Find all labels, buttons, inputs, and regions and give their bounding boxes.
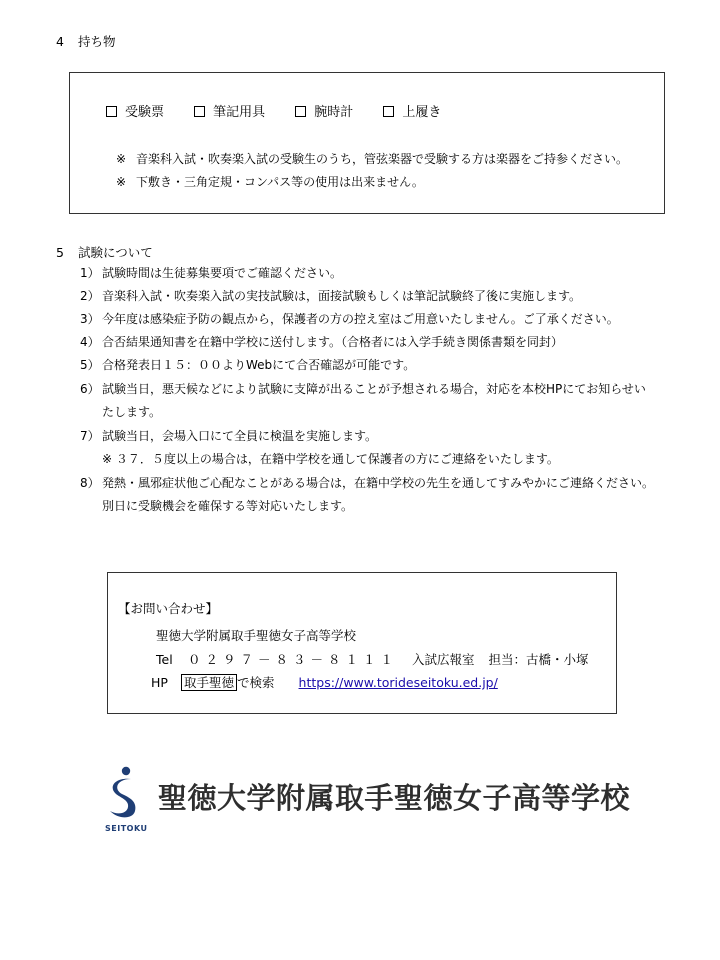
website-link[interactable]: https://www.torideseitoku.ed.jp/ xyxy=(298,675,498,690)
exam-item: 4） 合否結果通知書を在籍中学校に送付します。（合格者には入学手続き関係書類を同封） xyxy=(80,335,564,349)
exam-item: 3） 今年度は感染症予防の観点から，保護者の方の控え室はご用意いたしません。ご了承ください。 xyxy=(80,312,619,326)
exam-item: 6） 試験当日，悪天候などにより試験に支障が出ることが予想される場合，対応を本校HPにてお知らせい xyxy=(80,382,646,396)
contact-school-name: 聖徳大学附属取手聖徳女子高等学校 xyxy=(156,628,357,643)
contact-phone-line xyxy=(156,650,589,668)
exam-item: 1） 試験時間は生徒募集要項でご確認ください。 xyxy=(80,266,343,280)
exam-item-note: ※ ３７．５度以上の場合は，在籍中学校を通して保護者の方にご連絡をいたします。 xyxy=(102,452,559,466)
search-keyword-box: 取手聖徳 xyxy=(181,674,237,691)
exam-item: 8） 発熱・風邪症状他ご心配なことがある場合は，在籍中学校の先生を通してすみやかにご連絡ください。 xyxy=(80,476,655,490)
checklist xyxy=(106,101,441,120)
contact-box xyxy=(107,572,617,714)
search-suffix: で検索 xyxy=(237,675,275,690)
section5-title: 試験について xyxy=(78,245,153,260)
checkbox-icon xyxy=(295,106,306,117)
logo-sub-text: SEITOKU xyxy=(105,824,148,833)
section5-number: 5 xyxy=(56,245,64,260)
exam-item-continued: 別日に受験機会を確保する等対応いたします。 xyxy=(102,499,354,513)
contact-heading: 【お問い合わせ】 xyxy=(118,601,219,616)
tel-number: ０２９７－８３－８１１１ xyxy=(188,652,399,667)
section4-number: 4 xyxy=(56,34,64,49)
hp-label: HP xyxy=(151,675,168,690)
section4-heading xyxy=(56,32,116,50)
exam-item: 7） 試験当日，会場入口にて全員に検温を実施します。 xyxy=(80,429,378,443)
checkbox-icon xyxy=(383,106,394,117)
school-logo-name: 聖徳大学附属取手聖徳女子高等学校 xyxy=(158,781,631,815)
person-in-charge: 担当：古橋・小塚 xyxy=(488,652,589,667)
checklist-item: 腕時計 xyxy=(295,101,353,120)
checklist-item: 筆記用具 xyxy=(194,101,265,120)
seitoku-logo-icon xyxy=(105,762,150,822)
section5-heading xyxy=(56,243,153,261)
belongings-box xyxy=(69,72,665,214)
checklist-item: 受験票 xyxy=(106,101,164,120)
section4-title: 持ち物 xyxy=(78,34,116,49)
tel-label: Tel xyxy=(156,652,173,667)
school-logo xyxy=(105,762,150,834)
office-name: 入試広報室 xyxy=(412,652,475,667)
checklist-item: 上履き xyxy=(383,101,441,120)
exam-item-continued: たします。 xyxy=(102,405,162,419)
contact-hp-line xyxy=(151,673,498,691)
checkbox-icon xyxy=(106,106,117,117)
note-item: ※ 下敷き・三角定規・コンパス等の使用は出来ません。 xyxy=(116,175,424,189)
note-item: ※ 音楽科入試・吹奏楽入試の受験生のうち，管弦楽器で受験する方は楽器をご持参ください。 xyxy=(116,152,629,166)
exam-item: 5） 合格発表日１５：００よりWebにて合否確認が可能です。 xyxy=(80,358,416,372)
checkbox-icon xyxy=(194,106,205,117)
exam-item: 2） 音楽科入試・吹奏楽入試の実技試験は，面接試験もしくは筆記試験終了後に実施します。 xyxy=(80,289,582,303)
